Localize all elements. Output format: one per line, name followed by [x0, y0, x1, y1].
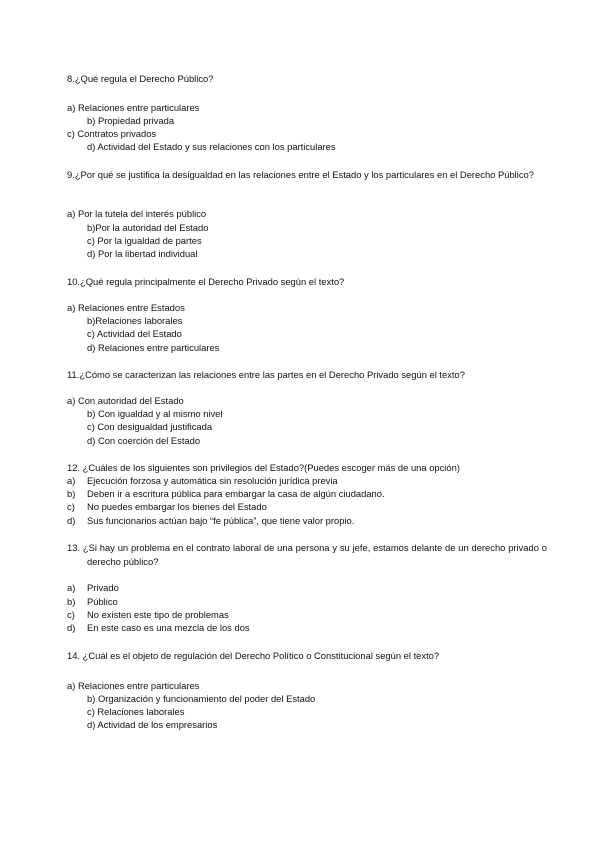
q13-option-c [67, 608, 229, 622]
q12-option-b-text: Deben ir a escritura pública para embargar la casa de algún ciudadano. [87, 488, 385, 499]
q8-option-d: d) Actividad del Estado y sus relaciones con los particulares [87, 141, 336, 152]
q12-option-b [67, 487, 385, 501]
q14-option-c: c) Relaciones laborales [87, 706, 185, 717]
q12-option-a [67, 474, 338, 488]
q13-option-d-letter: d) [67, 622, 76, 633]
q8-option-c: c) Contratos privados [67, 128, 157, 139]
q8-option-a: a) Relaciones entre particulares [67, 102, 200, 113]
q13-option-a [67, 581, 119, 595]
q9-option-b: b)Por la autoridad del Estado [87, 222, 209, 233]
q12-option-d-letter: d) [67, 515, 76, 526]
q12-option-b-letter: b) [67, 488, 76, 499]
q13-option-c-text: No existen este tipo de problemas [87, 609, 229, 620]
q11-option-c: c) Con desigualdad justificada [87, 421, 213, 432]
q9-option-c: c) Por la igualdad de partes [87, 235, 202, 246]
q14-option-b: b) Organización y funcionamiento del poder del Estado [87, 693, 316, 704]
q11-option-b: b) Con igualdad y al mismo nivel [87, 408, 223, 419]
q12-option-c [67, 500, 267, 514]
q13-option-d-text: En este caso es una mezcla de los dos [87, 622, 250, 633]
q10-option-c: c) Actividad del Estado [87, 328, 182, 339]
question-10: 10.¿Qué regula principalmente el Derecho Privado según el texto? [67, 276, 345, 287]
q11-option-d: d) Con coerción del Estado [87, 435, 201, 446]
question-14: 14. ¿Cuál es el objeto de regulación del Derecho Político o Constitucional según el texto? [67, 650, 440, 661]
question-9: 9.¿Por qué se justifica la desigualdad en las relaciones entre el Estado y los particulares en el Derecho Público? [67, 169, 534, 180]
q13-option-d [67, 621, 250, 635]
q10-option-b: b)Relaciones laborales [87, 315, 183, 326]
question-11: 11.¿Cómo se caracterizan las relaciones entre las partes en el Derecho Privado según el texto? [67, 369, 465, 380]
q12-option-a-letter: a) [67, 475, 76, 486]
q14-option-d: d) Actividad de los empresarios [87, 719, 218, 730]
q13-option-a-text: Privado [87, 582, 119, 593]
q12-option-d-text: Sus funcionarios actúan bajo “fe pública”, que tiene valor propio. [87, 515, 355, 526]
q10-option-d: d) Relaciones entre particulares [87, 342, 220, 353]
q9-option-d: d) Por la libertad individual [87, 248, 198, 259]
q9-option-a: a) Por la tutela del interés público [67, 208, 207, 219]
q11-option-a: a) Con autoridad del Estado [67, 395, 184, 406]
q14-option-a: a) Relaciones entre particulares [67, 680, 200, 691]
q13-option-b-letter: b) [67, 596, 76, 607]
q12-option-a-text: Ejecución forzosa y automática sin resolución jurídica previa [87, 475, 338, 486]
q12-option-c-text: No puedes embargar los bienes del Estado [87, 501, 267, 512]
q8-option-b: b) Propiedad privada [87, 115, 175, 126]
q10-option-a: a) Relaciones entre Estados [67, 302, 185, 313]
q13-option-b [67, 595, 118, 609]
question-13: 13. ¿Si hay un problema en el contrato laboral de una persona y su jefe, estamos delante de un derecho privado o derecho público? [67, 542, 547, 567]
question-12: 12. ¿Cuáles de los siguientes son privilegios del Estado?(Puedes escoger más de una opción) [67, 462, 460, 473]
q12-option-c-letter: c) [67, 501, 75, 512]
q13-option-a-letter: a) [67, 582, 76, 593]
question-8: 8.¿Qué regula el Derecho Público? [67, 73, 214, 84]
q12-option-d [67, 514, 354, 528]
q13-option-b-text: Público [87, 596, 118, 607]
q13-option-c-letter: c) [67, 609, 75, 620]
